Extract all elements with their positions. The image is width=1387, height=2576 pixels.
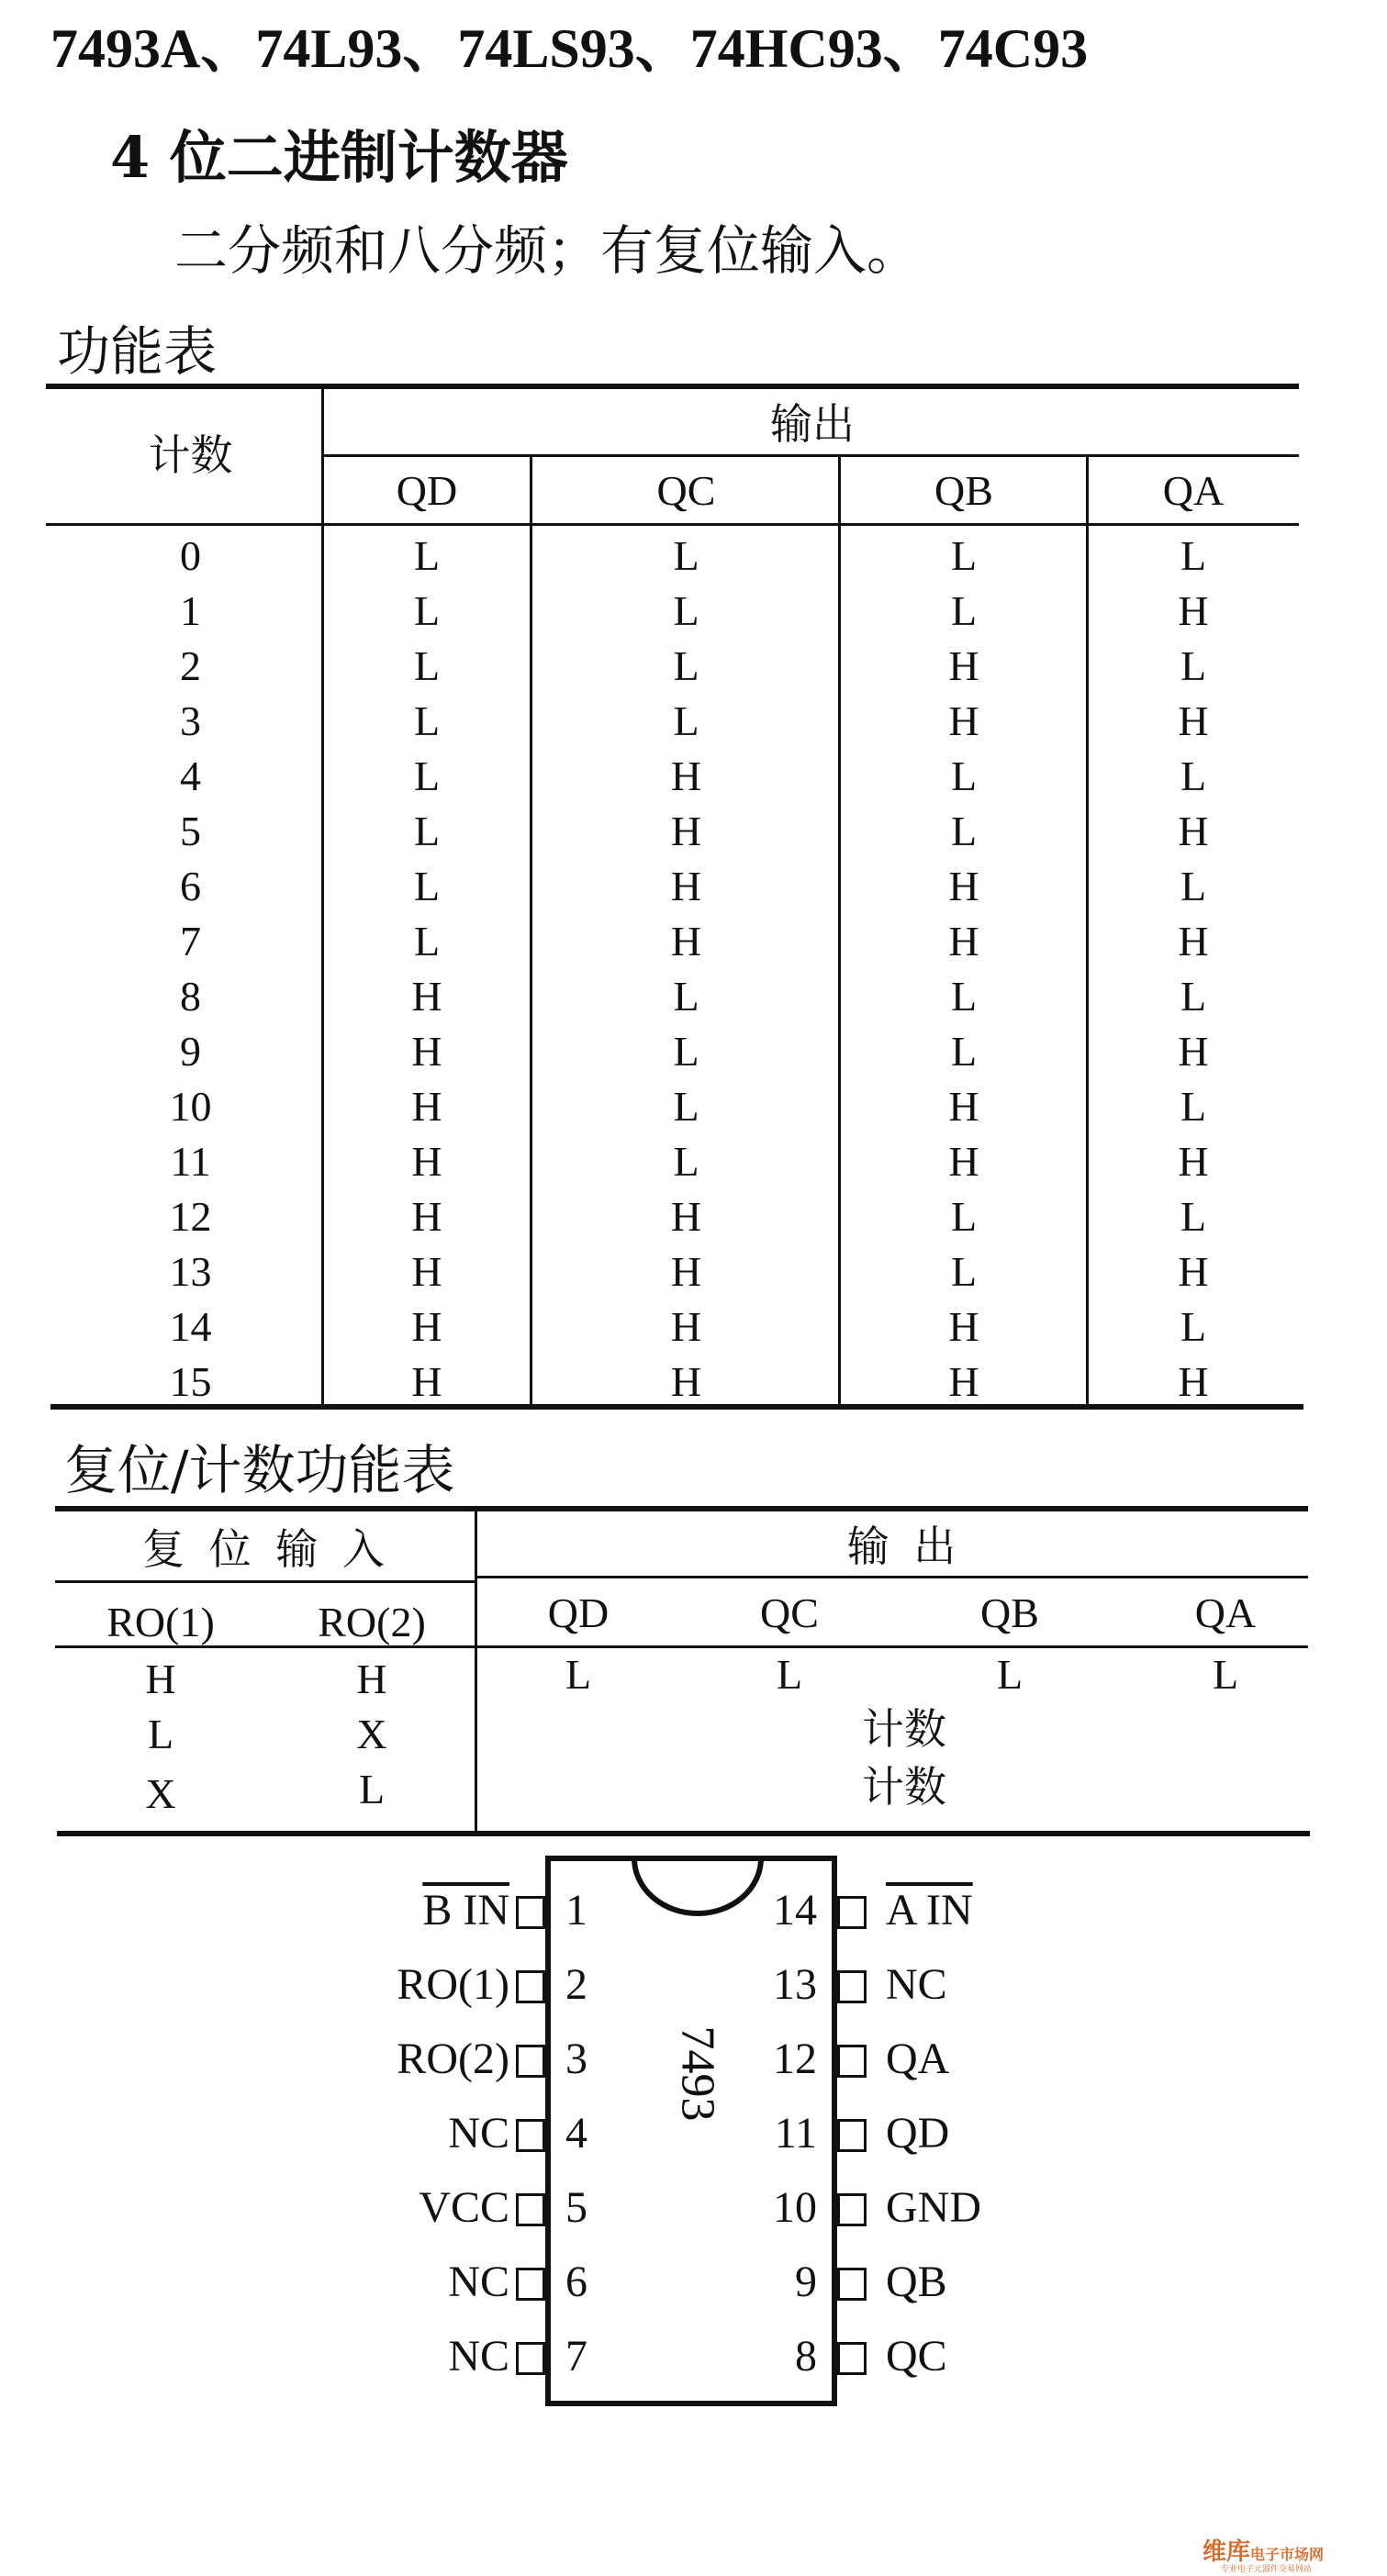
- reset-cell-qb: L: [996, 1651, 1023, 1698]
- fn-cell-qd: H: [411, 1358, 442, 1405]
- pin-name-right: QB: [886, 2258, 947, 2306]
- fn-cell-count: 1: [180, 587, 201, 634]
- fn-cell-qc: H: [670, 1358, 702, 1405]
- watermark-brand: 维库: [1202, 2538, 1251, 2566]
- fn-cell-qa: H: [1178, 808, 1209, 854]
- fn-cell-qd: L: [413, 532, 441, 579]
- pin-box-right: [837, 2268, 867, 2301]
- fn-cell-qd: L: [413, 863, 441, 909]
- fn-cell-qa: H: [1178, 918, 1209, 965]
- pin-number-right: 9: [795, 2258, 817, 2306]
- pin-number-left: 2: [565, 1960, 587, 2009]
- fn-cell-qb: H: [948, 1358, 979, 1405]
- pin-name-right: A IN: [886, 1886, 973, 1935]
- fn-cell-count: 0: [180, 532, 201, 579]
- fn-cell-count: 15: [169, 1358, 212, 1405]
- fn-cell-qa: H: [1178, 1358, 1209, 1405]
- fn-cell-count: 9: [180, 1028, 201, 1075]
- fn-cell-qc: L: [673, 642, 699, 689]
- fn-cell-qb: L: [950, 808, 978, 854]
- fn-cell-qa: H: [1178, 1138, 1209, 1185]
- fn-cell-qb: L: [950, 973, 978, 1020]
- reset-cell-ro1: L: [147, 1711, 174, 1757]
- pin-box-left: [516, 2045, 545, 2078]
- reset-output-header: 输 出: [846, 1522, 962, 1571]
- fn-cell-qc: H: [670, 808, 702, 854]
- fn-cell-qa: H: [1178, 1248, 1209, 1295]
- fn-cell-qb: H: [948, 1138, 979, 1185]
- fn-cell-count: 8: [180, 973, 201, 1020]
- pin-box-left: [516, 1970, 545, 2003]
- document-title: 7493A、74L93、74LS93、74HC93、74C93: [50, 18, 1089, 79]
- pin-number-right: 12: [773, 2035, 817, 2083]
- column-header-ro2: RO(2): [318, 1599, 426, 1645]
- fn-cell-count: 5: [180, 808, 201, 854]
- fn-cell-qd: L: [413, 642, 441, 689]
- table-top-rule: [46, 384, 1299, 389]
- pin-box-left: [516, 1896, 545, 1929]
- fn-cell-qd: H: [411, 1083, 442, 1130]
- watermark-tagline: 专业电子元器件交易网站: [1221, 2565, 1313, 2574]
- fn-cell-qc: H: [670, 1248, 702, 1295]
- column-header-qa: QA: [1194, 1589, 1257, 1636]
- description: 二分频和八分频；有复位输入。: [174, 219, 921, 282]
- pin-name-left: B IN: [422, 1886, 509, 1935]
- pin-name-left: NC: [448, 2258, 509, 2306]
- column-header-qb: QB: [934, 467, 993, 514]
- fn-cell-qc: L: [673, 532, 699, 579]
- fn-cell-qc: L: [673, 1138, 699, 1185]
- count-separator: [321, 389, 324, 1410]
- pin-number-left: 6: [565, 2258, 587, 2306]
- pin-box-left: [516, 2119, 545, 2152]
- fn-cell-qb: L: [950, 1028, 978, 1075]
- fn-cell-qa: L: [1180, 1193, 1207, 1240]
- fn-cell-qb: L: [950, 532, 978, 579]
- pin-number-right: 8: [795, 2332, 817, 2381]
- fn-cell-qc: L: [673, 1028, 699, 1075]
- fn-cell-qc: L: [673, 973, 699, 1020]
- fn-cell-qb: H: [948, 863, 979, 909]
- fn-cell-count: 7: [180, 918, 201, 965]
- fn-cell-qc: H: [670, 1193, 702, 1240]
- pin-box-left: [516, 2342, 545, 2375]
- pin-name-right: QD: [886, 2109, 950, 2158]
- output-header-rule: [321, 454, 1299, 457]
- pin-box-right: [837, 1896, 867, 1929]
- fn-cell-qd: H: [411, 1138, 442, 1185]
- pin-number-right: 13: [773, 1960, 817, 2009]
- reset-table-bottom-rule: [57, 1831, 1310, 1836]
- fn-cell-qc: H: [670, 863, 702, 909]
- fn-cell-qd: H: [411, 1303, 442, 1350]
- column-header-qb: QB: [980, 1589, 1039, 1636]
- pin-name-left: RO(2): [397, 2035, 509, 2083]
- pin-name-right: GND: [886, 2183, 981, 2232]
- fn-cell-qb: H: [948, 697, 979, 744]
- function-table-title: 功能表: [57, 320, 218, 383]
- pin-name-left: NC: [448, 2109, 509, 2158]
- column-header-qd: QD: [396, 467, 458, 514]
- fn-cell-qd: H: [411, 973, 442, 1020]
- fn-cell-qa: H: [1178, 1028, 1209, 1075]
- fn-cell-qc: L: [673, 1083, 699, 1130]
- pin-number-left: 7: [565, 2332, 587, 2381]
- fn-cell-count: 3: [180, 697, 201, 744]
- pin-number-right: 11: [774, 2109, 817, 2158]
- pin-name-right: QA: [886, 2035, 950, 2083]
- pin-box-right: [837, 1970, 867, 2003]
- pin-box-right: [837, 2342, 867, 2375]
- fn-cell-qb: L: [950, 1193, 978, 1240]
- reset-cell-qa: L: [1212, 1651, 1239, 1698]
- fn-cell-count: 6: [180, 863, 201, 909]
- fn-cell-qb: L: [950, 1248, 978, 1295]
- pin-number-left: 5: [565, 2183, 587, 2232]
- fn-cell-count: 12: [169, 1193, 212, 1240]
- reset-table-top-rule: [55, 1506, 1308, 1511]
- column-header-ro1: RO(1): [106, 1599, 215, 1645]
- chip-label: 7493: [671, 2025, 724, 2122]
- reset-cell-ro2: X: [356, 1711, 387, 1757]
- header-bottom-rule: [46, 523, 1299, 526]
- fn-cell-qb: L: [950, 753, 978, 799]
- fn-cell-qc: H: [670, 1303, 702, 1350]
- fn-cell-count: 10: [169, 1083, 212, 1130]
- fn-cell-qb: H: [948, 642, 979, 689]
- reset-cell-qc: L: [776, 1651, 803, 1698]
- fn-cell-qd: H: [411, 1028, 442, 1075]
- fn-cell-qa: H: [1178, 697, 1209, 744]
- pin-number-right: 10: [773, 2183, 817, 2232]
- fn-cell-qc: L: [673, 697, 699, 744]
- column-header-qa: QA: [1162, 467, 1225, 514]
- pin-number-left: 4: [565, 2109, 587, 2158]
- reset-table-title: 复位/计数功能表: [64, 1439, 455, 1501]
- fn-cell-count: 4: [180, 753, 201, 799]
- fn-cell-count: 2: [180, 642, 201, 689]
- pin-box-left: [516, 2268, 545, 2301]
- pin-name-left: RO(1): [397, 1960, 509, 2009]
- fn-cell-qb: H: [948, 1303, 979, 1350]
- pin-box-right: [837, 2119, 867, 2152]
- fn-cell-qa: L: [1180, 863, 1207, 909]
- reset-cell-ro2: H: [356, 1656, 387, 1702]
- pin-number-right: 14: [773, 1886, 817, 1935]
- fn-cell-qd: H: [411, 1193, 442, 1240]
- fn-cell-qd: H: [411, 1248, 442, 1295]
- pin-number-left: 3: [565, 2035, 587, 2083]
- reset-input-header-rule: [55, 1580, 477, 1583]
- fn-cell-qc: H: [670, 918, 702, 965]
- fn-cell-qa: L: [1180, 532, 1207, 579]
- watermark-brand-suffix: 电子市场网: [1250, 2546, 1325, 2563]
- pin-name-right: QC: [886, 2332, 947, 2381]
- fn-cell-qa: L: [1180, 753, 1207, 799]
- fn-cell-qa: H: [1178, 587, 1209, 634]
- column-header-qc: QC: [760, 1589, 819, 1636]
- count-header: 计数: [148, 430, 233, 480]
- fn-cell-qd: L: [413, 753, 441, 799]
- fn-cell-qd: L: [413, 587, 441, 634]
- pin-name-left: NC: [448, 2332, 509, 2381]
- fn-cell-qd: L: [413, 918, 441, 965]
- output-header: 输出: [770, 399, 855, 449]
- reset-output-header-rule: [477, 1576, 1308, 1578]
- fn-cell-count: 14: [169, 1303, 212, 1350]
- fn-cell-qb: H: [948, 1083, 979, 1130]
- pin-box-right: [837, 2045, 867, 2078]
- fn-cell-qd: L: [413, 808, 441, 854]
- pin-box-left: [516, 2193, 545, 2226]
- fn-cell-qc: H: [670, 753, 702, 799]
- fn-cell-qc: L: [673, 587, 699, 634]
- fn-cell-qa: L: [1180, 1083, 1207, 1130]
- pin-number-left: 1: [565, 1886, 587, 1935]
- fn-cell-qa: L: [1180, 642, 1207, 689]
- reset-cell-count: 计数: [862, 1764, 946, 1811]
- fn-cell-qb: H: [948, 918, 979, 965]
- reset-input-header: 复 位 输 入: [142, 1524, 390, 1574]
- column-header-qc: QC: [656, 467, 716, 514]
- fn-cell-count: 11: [170, 1138, 211, 1185]
- fn-cell-qa: L: [1180, 1303, 1207, 1350]
- reset-cell-ro1: X: [145, 1770, 176, 1817]
- chip-notch: [629, 1856, 766, 1920]
- fn-cell-count: 13: [169, 1248, 212, 1295]
- document-subtitle: 4 位二进制计数器: [110, 124, 568, 191]
- reset-cell-count: 计数: [862, 1706, 946, 1753]
- pin-box-right: [837, 2193, 867, 2226]
- fn-cell-qd: L: [413, 697, 441, 744]
- column-header-qd: QD: [547, 1589, 610, 1636]
- reset-cell-ro2: L: [358, 1766, 386, 1812]
- reset-cell-ro1: H: [145, 1656, 176, 1702]
- reset-cell-qd: L: [565, 1651, 592, 1698]
- fn-cell-qb: L: [950, 587, 978, 634]
- pin-name-right: NC: [886, 1960, 947, 2009]
- pin-name-left: VCC: [419, 2183, 509, 2232]
- fn-cell-qa: L: [1180, 973, 1207, 1020]
